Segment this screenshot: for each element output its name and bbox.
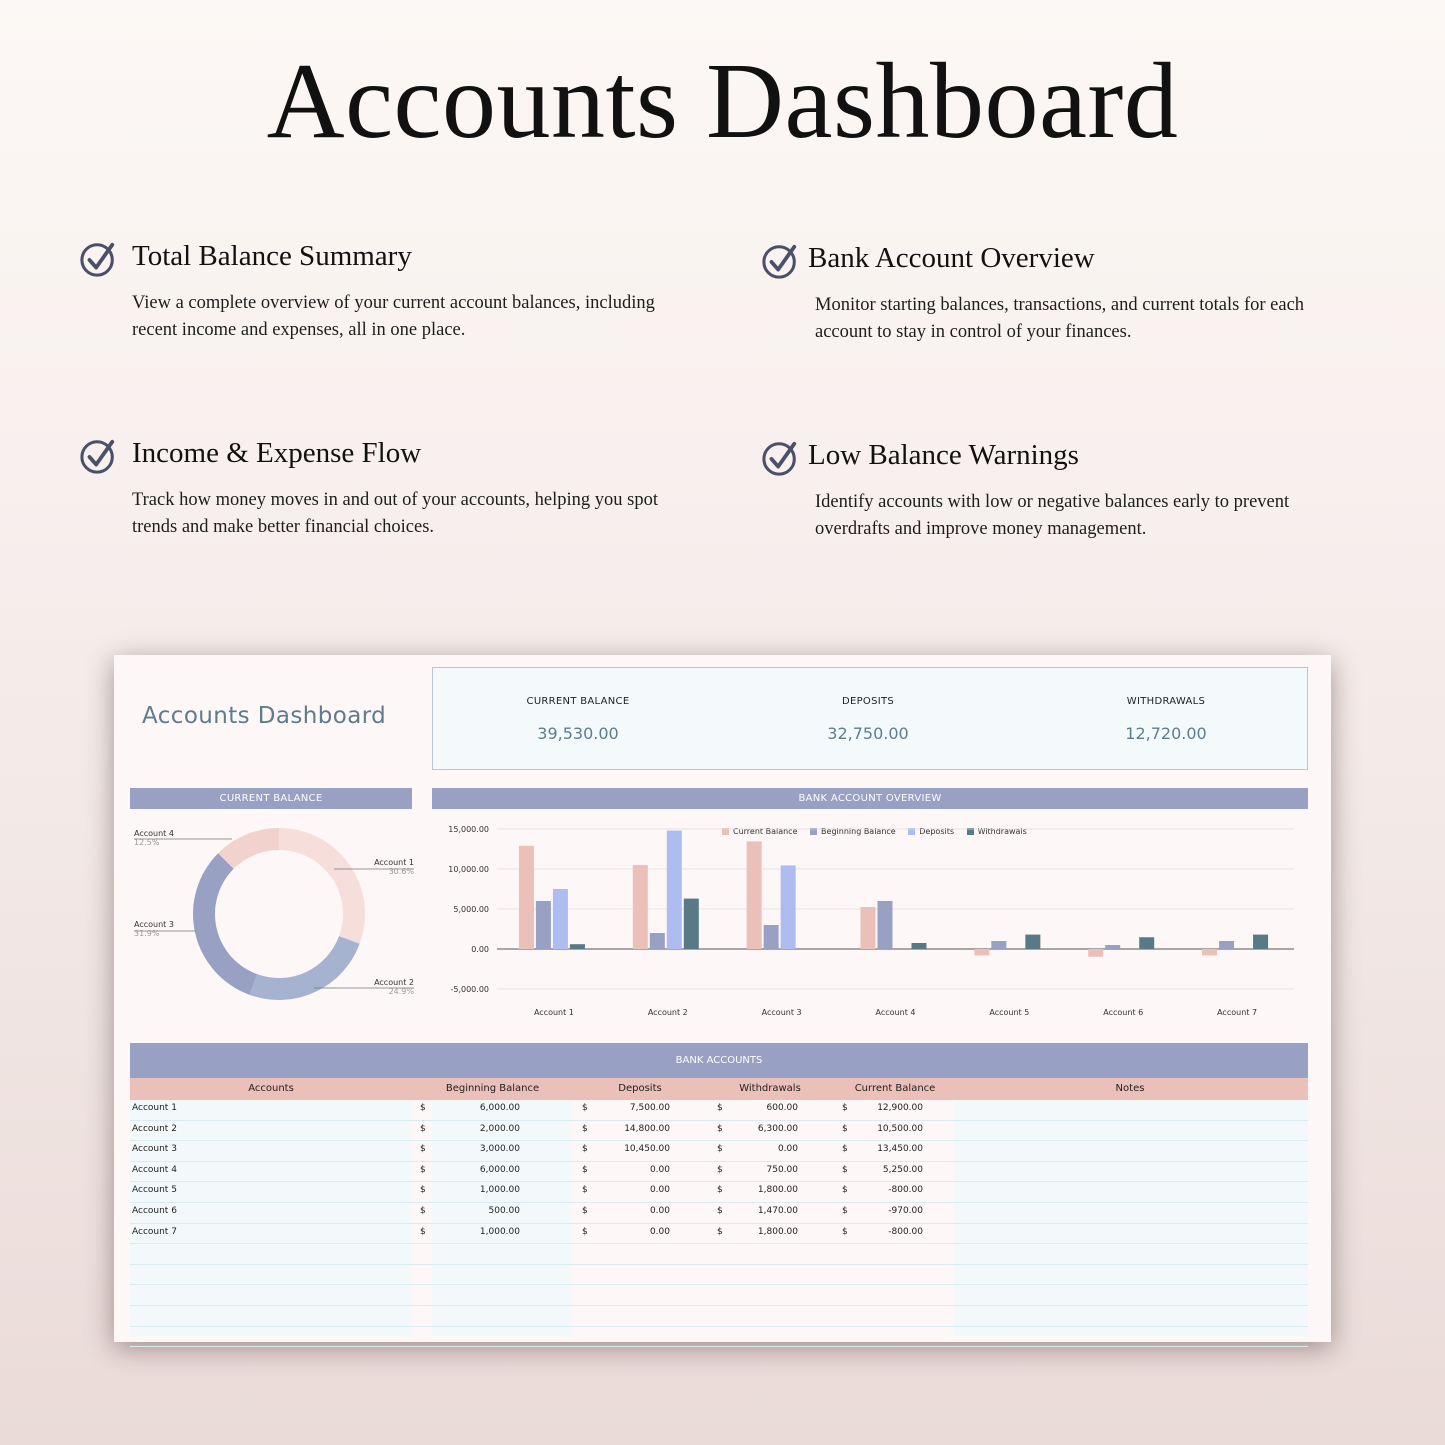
column-header-current: Current Balance bbox=[854, 1083, 936, 1094]
withdrawals-cell: 1,800.00 bbox=[757, 1185, 798, 1196]
feature-description: Track how money moves in and out of your accounts, helping you spot trends and make better financial choices. bbox=[132, 490, 658, 537]
bar-current-balance bbox=[861, 907, 876, 949]
currency-cell: $ bbox=[420, 1205, 426, 1216]
hero-title: Accounts Dashboard bbox=[266, 42, 1179, 161]
x-tick-label: Account 2 bbox=[647, 1008, 688, 1017]
deposits-cell: 7,500.00 bbox=[629, 1103, 670, 1113]
currency-cell: $ bbox=[582, 1185, 588, 1196]
currency-cell: $ bbox=[420, 1103, 426, 1113]
column-header-deposits: Deposits bbox=[618, 1083, 662, 1094]
kpi-value: 12,720.00 bbox=[1125, 724, 1207, 743]
withdrawals-cell: 600.00 bbox=[766, 1103, 798, 1113]
table-row[interactable] bbox=[130, 1100, 1308, 1121]
donut-percent-label: 12.5% bbox=[134, 838, 160, 847]
deposits-cell: 0.00 bbox=[649, 1185, 670, 1196]
kpi-panel bbox=[432, 667, 1308, 770]
column-header-withdrawals: Withdrawals bbox=[739, 1083, 801, 1094]
donut-percent-label: 30.6% bbox=[388, 867, 414, 876]
y-tick-label: 5,000.00 bbox=[453, 905, 489, 914]
accounts-cell: Account 3 bbox=[132, 1144, 177, 1155]
column-header-beginning: Beginning Balance bbox=[445, 1083, 540, 1094]
checkmark-circle-icon bbox=[762, 439, 800, 477]
feature-title: Total Balance Summary bbox=[132, 240, 412, 272]
feature-description: Identify accounts with low or negative balances early to prevent overdrafts and improve money management. bbox=[815, 492, 1290, 539]
feature-title: Income & Expense Flow bbox=[132, 437, 422, 469]
x-tick-label: Account 4 bbox=[875, 1008, 916, 1017]
deposits-cell: 0.00 bbox=[649, 1164, 670, 1175]
current-balance-cell: 5,250.00 bbox=[882, 1164, 923, 1175]
bar-current-balance bbox=[974, 949, 989, 955]
currency-cell: $ bbox=[717, 1226, 723, 1237]
currency-cell: $ bbox=[842, 1164, 848, 1175]
checkmark-circle-icon bbox=[80, 240, 118, 278]
x-tick-label: Account 1 bbox=[533, 1008, 574, 1017]
checkmark-circle-icon bbox=[762, 242, 800, 280]
accounts-cell: Account 2 bbox=[132, 1123, 177, 1134]
donut-label: Account 2 bbox=[374, 978, 414, 987]
table-row[interactable] bbox=[130, 1141, 1308, 1162]
table-row[interactable] bbox=[130, 1265, 1308, 1286]
donut-chart bbox=[124, 825, 424, 1015]
currency-cell: $ bbox=[420, 1144, 426, 1155]
x-tick-label: Account 3 bbox=[761, 1008, 802, 1017]
table-row[interactable] bbox=[130, 1327, 1308, 1348]
table-row[interactable] bbox=[130, 1182, 1308, 1203]
bar-withdrawals bbox=[912, 943, 927, 949]
beginning-balance-cell: 2,000.00 bbox=[479, 1123, 520, 1134]
kpi-label: CURRENT BALANCE bbox=[526, 696, 630, 707]
sheet-title: Accounts Dashboard bbox=[142, 703, 387, 729]
beginning-balance-cell: 6,000.00 bbox=[479, 1103, 520, 1113]
deposits-cell: 0.00 bbox=[649, 1205, 670, 1216]
bar-withdrawals bbox=[570, 944, 585, 949]
beginning-balance-cell: 1,000.00 bbox=[479, 1185, 520, 1196]
deposits-cell: 0.00 bbox=[649, 1226, 670, 1237]
current-balance-cell: -800.00 bbox=[888, 1226, 923, 1237]
legend-label: Deposits bbox=[919, 827, 955, 836]
current-balance-cell: -800.00 bbox=[888, 1185, 923, 1196]
withdrawals-cell: 6,300.00 bbox=[757, 1123, 798, 1134]
currency-cell: $ bbox=[717, 1185, 723, 1196]
currency-cell: $ bbox=[842, 1185, 848, 1196]
currency-cell: $ bbox=[842, 1123, 848, 1134]
current-balance-cell: 12,900.00 bbox=[877, 1103, 923, 1113]
currency-cell: $ bbox=[420, 1123, 426, 1134]
currency-cell: $ bbox=[717, 1103, 723, 1113]
table-row[interactable] bbox=[130, 1306, 1308, 1327]
currency-cell: $ bbox=[582, 1123, 588, 1134]
x-tick-label: Account 6 bbox=[1103, 1008, 1144, 1017]
bar-withdrawals bbox=[684, 899, 699, 949]
legend-label: Beginning Balance bbox=[821, 827, 896, 836]
withdrawals-cell: 1,470.00 bbox=[757, 1205, 798, 1216]
y-tick-label: 10,000.00 bbox=[448, 865, 489, 874]
donut-percent-label: 31.9% bbox=[134, 929, 160, 938]
column-header-accounts: Accounts bbox=[248, 1083, 294, 1094]
accounts-cell: Account 7 bbox=[132, 1226, 177, 1237]
bar-beginning-balance bbox=[536, 901, 551, 949]
bar-withdrawals bbox=[1253, 935, 1268, 949]
table-row[interactable] bbox=[130, 1224, 1308, 1245]
bar-beginning-balance bbox=[878, 901, 893, 949]
currency-cell: $ bbox=[717, 1164, 723, 1175]
currency-cell: $ bbox=[842, 1103, 848, 1113]
kpi-value: 39,530.00 bbox=[537, 724, 619, 743]
bar-current-balance bbox=[1088, 949, 1103, 957]
table-header-band: BANK ACCOUNTS bbox=[130, 1043, 1308, 1078]
table-row[interactable] bbox=[130, 1203, 1308, 1224]
beginning-balance-cell: 1,000.00 bbox=[479, 1226, 520, 1237]
donut-label: Account 3 bbox=[134, 920, 174, 929]
legend-label: Withdrawals bbox=[977, 827, 1027, 836]
currency-cell: $ bbox=[717, 1144, 723, 1155]
currency-cell: $ bbox=[842, 1226, 848, 1237]
bar-withdrawals bbox=[1025, 935, 1040, 949]
table-row[interactable] bbox=[130, 1121, 1308, 1142]
y-tick-label: -5,000.00 bbox=[450, 985, 489, 994]
donut-label: Account 4 bbox=[134, 829, 174, 838]
column-header-notes: Notes bbox=[1115, 1083, 1145, 1094]
bar-beginning-balance bbox=[1219, 941, 1234, 949]
donut-slice bbox=[279, 828, 365, 944]
kpi-value: 32,750.00 bbox=[827, 724, 909, 743]
bar-beginning-balance bbox=[1105, 945, 1120, 949]
y-tick-label: 0.00 bbox=[471, 945, 489, 954]
table-row[interactable] bbox=[130, 1162, 1308, 1183]
currency-cell: $ bbox=[582, 1205, 588, 1216]
current-balance-cell: -970.00 bbox=[888, 1205, 923, 1216]
withdrawals-cell: 0.00 bbox=[777, 1144, 798, 1155]
table-row[interactable] bbox=[130, 1285, 1308, 1306]
currency-cell: $ bbox=[582, 1144, 588, 1155]
currency-cell: $ bbox=[582, 1103, 588, 1113]
beginning-balance-cell: 3,000.00 bbox=[479, 1144, 520, 1155]
dashboard-sheet bbox=[114, 655, 1331, 1342]
kpi-label: DEPOSITS bbox=[841, 696, 895, 707]
accounts-cell: Account 4 bbox=[132, 1164, 177, 1175]
current-balance-cell: 10,500.00 bbox=[877, 1123, 923, 1134]
currency-cell: $ bbox=[717, 1205, 723, 1216]
bar-current-balance bbox=[1202, 949, 1217, 955]
checkmark-circle-icon bbox=[80, 437, 118, 475]
bar-current-balance bbox=[747, 841, 762, 949]
currency-cell: $ bbox=[582, 1164, 588, 1175]
feature-title: Bank Account Overview bbox=[808, 242, 1095, 274]
currency-cell: $ bbox=[420, 1185, 426, 1196]
bar-deposits bbox=[553, 889, 568, 949]
currency-cell: $ bbox=[582, 1226, 588, 1237]
currency-cell: $ bbox=[717, 1123, 723, 1134]
currency-cell: $ bbox=[420, 1226, 426, 1237]
donut-chart-header: CURRENT BALANCE bbox=[130, 788, 412, 809]
x-tick-label: Account 7 bbox=[1217, 1008, 1258, 1017]
bar-beginning-balance bbox=[650, 933, 665, 949]
currency-cell: $ bbox=[842, 1205, 848, 1216]
table-row[interactable] bbox=[130, 1244, 1308, 1265]
bar-withdrawals bbox=[1139, 937, 1154, 949]
feature-description: Monitor starting balances, transactions, and current totals for each account to stay in control of your finances. bbox=[815, 295, 1305, 342]
donut-percent-label: 24.9% bbox=[388, 987, 414, 996]
bar-deposits bbox=[667, 831, 682, 949]
bar-current-balance bbox=[519, 846, 534, 949]
bar-beginning-balance bbox=[991, 941, 1006, 949]
bar-current-balance bbox=[633, 865, 648, 949]
bar-chart-header: BANK ACCOUNT OVERVIEW bbox=[432, 788, 1308, 809]
donut-slice bbox=[193, 853, 257, 995]
kpi-label: WITHDRAWALS bbox=[1126, 696, 1206, 707]
withdrawals-cell: 1,800.00 bbox=[757, 1226, 798, 1237]
beginning-balance-cell: 6,000.00 bbox=[479, 1164, 520, 1175]
deposits-cell: 14,800.00 bbox=[624, 1123, 670, 1134]
feature-description: View a complete overview of your current account balances, including recent income and expenses, all in one place. bbox=[132, 293, 655, 340]
currency-cell: $ bbox=[420, 1164, 426, 1175]
y-tick-label: 15,000.00 bbox=[448, 825, 489, 834]
currency-cell: $ bbox=[842, 1144, 848, 1155]
accounts-cell: Account 6 bbox=[132, 1205, 177, 1216]
donut-slice bbox=[250, 936, 360, 1000]
accounts-cell: Account 1 bbox=[132, 1103, 177, 1113]
beginning-balance-cell: 500.00 bbox=[488, 1205, 520, 1216]
x-tick-label: Account 5 bbox=[989, 1008, 1030, 1017]
donut-label: Account 1 bbox=[374, 858, 414, 867]
bar-beginning-balance bbox=[764, 925, 779, 949]
current-balance-cell: 13,450.00 bbox=[877, 1144, 923, 1155]
table-body bbox=[130, 1100, 1308, 1347]
accounts-cell: Account 5 bbox=[132, 1185, 177, 1196]
table-column-headers bbox=[130, 1078, 1308, 1100]
deposits-cell: 10,450.00 bbox=[624, 1144, 670, 1155]
bar-deposits bbox=[781, 865, 796, 949]
legend-label: Current Balance bbox=[733, 827, 798, 836]
feature-title: Low Balance Warnings bbox=[808, 439, 1079, 471]
withdrawals-cell: 750.00 bbox=[766, 1164, 798, 1175]
